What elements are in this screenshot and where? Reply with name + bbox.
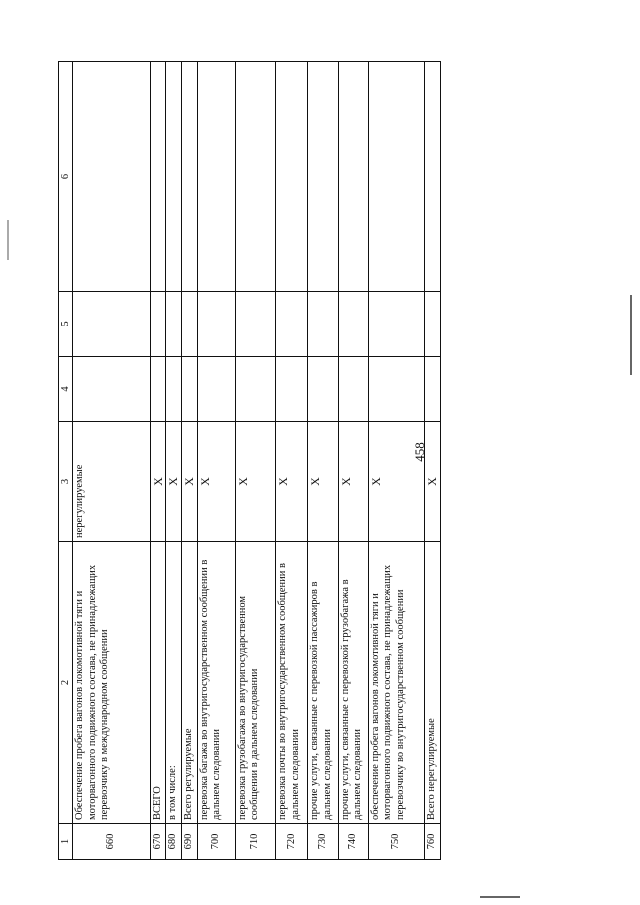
row-col4: [181, 357, 197, 422]
row-description: Обеспечение пробега вагонов локомотивной тяги и моторвагонного подвижного состава, не принадлежащих перевозчику в международном сообщении: [73, 542, 151, 824]
row-col4: [73, 357, 151, 422]
row-col5: [73, 292, 151, 357]
row-col3: X: [166, 422, 182, 542]
column-header-4: 4: [59, 357, 73, 422]
row-col6: [425, 62, 441, 292]
column-header-5: 5: [59, 292, 73, 357]
row-description: Всего регулируемые: [181, 542, 197, 824]
row-col5: [338, 292, 368, 357]
row-description: в том числе:: [166, 542, 182, 824]
row-code: 690: [181, 824, 197, 860]
table-row: [276, 62, 308, 860]
table-row: [197, 62, 235, 860]
table-row: [166, 62, 182, 860]
row-col5: [166, 292, 182, 357]
row-col4: [338, 357, 368, 422]
row-col5: [235, 292, 275, 357]
row-col6: [368, 62, 424, 292]
column-header-3: 3: [59, 422, 73, 542]
row-col5: [368, 292, 424, 357]
row-description: перевозка грузобагажа во внутригосударственном сообщении в дальнем следовании: [235, 542, 275, 824]
table-row: [181, 62, 197, 860]
row-col6: [276, 62, 308, 292]
column-header-2: 2: [59, 542, 73, 824]
row-col6: [338, 62, 368, 292]
column-header-6: 6: [59, 62, 73, 292]
table-row: [425, 62, 441, 860]
row-description: перевозка почты во внутригосударственном сообщении в дальнем следовании: [276, 542, 308, 824]
row-col3: X: [197, 422, 235, 542]
row-col4: [368, 357, 424, 422]
row-col4: [150, 357, 166, 422]
row-col3: X: [276, 422, 308, 542]
row-col6: [150, 62, 166, 292]
row-code: 760: [425, 824, 441, 860]
table-row: [235, 62, 275, 860]
table-row: [338, 62, 368, 860]
row-col5: [150, 292, 166, 357]
row-code: 680: [166, 824, 182, 860]
column-header-1: 1: [59, 824, 73, 860]
row-code: 660: [73, 824, 151, 860]
row-col5: [181, 292, 197, 357]
row-col4: [308, 357, 338, 422]
row-col5: [425, 292, 441, 357]
row-col3: X: [308, 422, 338, 542]
row-col3: X: [235, 422, 275, 542]
row-description: прочие услуги, связанные с перевозкой грузобагажа в дальнем следовании: [338, 542, 368, 824]
row-col3: нерегулируемые: [73, 422, 151, 542]
row-code: 670: [150, 824, 166, 860]
scan-artifact: [7, 220, 9, 260]
table-row: [150, 62, 166, 860]
row-col4: [166, 357, 182, 422]
row-code: 720: [276, 824, 308, 860]
row-col6: [197, 62, 235, 292]
row-col3: X: [368, 422, 424, 542]
row-description: обеспечение пробега вагонов локомотивной тяги и моторвагонного подвижного состава, не принадлежащих перевозчику во внутригосударственном сообщении: [368, 542, 424, 824]
row-col3: X: [338, 422, 368, 542]
row-code: 750: [368, 824, 424, 860]
row-col6: [166, 62, 182, 292]
header-row: [59, 62, 73, 860]
row-col4: [197, 357, 235, 422]
row-col5: [197, 292, 235, 357]
row-description: прочие услуги, связанные с перевозкой пассажиров в дальнем следовании: [308, 542, 338, 824]
page-number: 458: [412, 442, 427, 462]
row-col6: [181, 62, 197, 292]
row-col6: [73, 62, 151, 292]
table-row: [73, 62, 151, 860]
row-code: 710: [235, 824, 275, 860]
row-col6: [235, 62, 275, 292]
row-description: ВСЕГО: [150, 542, 166, 824]
row-col4: [276, 357, 308, 422]
row-col5: [308, 292, 338, 357]
row-code: 700: [197, 824, 235, 860]
row-description: Всего нерегулируемые: [425, 542, 441, 824]
table-container: [58, 62, 441, 860]
row-code: 740: [338, 824, 368, 860]
table-row: [368, 62, 424, 860]
row-col4: [235, 357, 275, 422]
report-table: [58, 61, 441, 860]
rotated-table-frame: [58, 62, 441, 860]
row-code: 730: [308, 824, 338, 860]
row-description: перевозка багажа во внутригосударственном сообщении в дальнем следовании: [197, 542, 235, 824]
row-col3: X: [181, 422, 197, 542]
row-col3: X: [425, 422, 441, 542]
row-col3: X: [150, 422, 166, 542]
row-col5: [276, 292, 308, 357]
row-col4: [425, 357, 441, 422]
row-col6: [308, 62, 338, 292]
scan-artifact: [480, 896, 520, 898]
scan-artifact: [630, 295, 632, 375]
table-row: [308, 62, 338, 860]
